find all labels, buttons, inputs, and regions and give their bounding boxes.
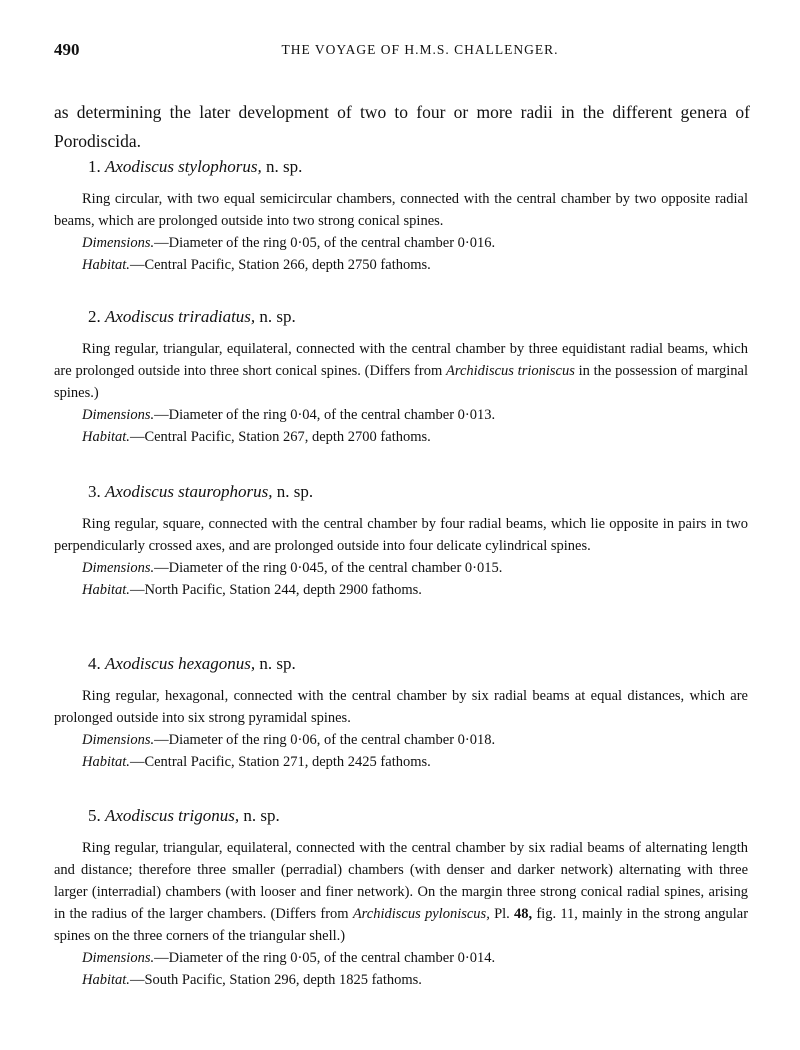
habitat-label: Habitat. — [82, 582, 130, 598]
species-number: 4. — [88, 654, 101, 673]
species-name: Axodiscus hexagonus, — [105, 654, 256, 673]
dimensions-label: Dimensions. — [82, 407, 155, 423]
species-suffix: n. sp. — [266, 157, 303, 176]
species-dimensions — [82, 729, 748, 751]
species-dimensions — [82, 557, 748, 579]
species-number: 2. — [88, 307, 101, 326]
dimensions-value: —Diameter of the ring 0·06, of the central chamber 0·018. — [154, 732, 496, 748]
habitat-label: Habitat. — [82, 257, 130, 273]
species-dimensions — [82, 947, 748, 969]
species-suffix: n. sp. — [243, 806, 280, 825]
species-number: 3. — [88, 482, 101, 501]
species-suffix: n. sp. — [276, 482, 314, 501]
note-close: fig. 11, mainly in the strong angular spines on the three corners of the triangular shell.) — [54, 906, 749, 944]
dimensions-label: Dimensions. — [82, 950, 155, 966]
species-suffix: n. sp. — [259, 307, 296, 326]
description-text: Ring regular, triangular, equilateral, connected with the central chamber by six radial beams of alternating length and distance; therefore three smaller (perradial) chambers (with denser and darker network) alternating with three larger (interradial) chambers (with looser and finer network). On the margin three strong conical radial spines, arising in the radius of the larger chambers. — [54, 840, 748, 922]
species-habitat — [82, 254, 748, 276]
species-title — [88, 480, 748, 504]
species-name: Axodiscus triradiatus, — [105, 307, 256, 326]
habitat-value: —North Pacific, Station 244, depth 2900 fathoms. — [129, 582, 422, 598]
species-habitat — [82, 426, 748, 448]
species-description — [54, 338, 748, 404]
dimensions-value: —Diameter of the ring 0·05, of the central chamber 0·016. — [154, 235, 496, 251]
species-name: Axodiscus trigonus, — [105, 806, 240, 825]
habitat-value: —Central Pacific, Station 271, depth 2425 fathoms. — [129, 754, 431, 770]
note-open: (Differs from — [364, 363, 443, 379]
species-dimensions — [82, 232, 748, 254]
dimensions-value: —Diameter of the ring 0·05, of the central chamber 0·014. — [154, 950, 496, 966]
species-name: Axodiscus stylophorus, — [105, 157, 262, 176]
dimensions-value: —Diameter of the ring 0·045, of the central chamber 0·015. — [154, 560, 503, 576]
dimensions-label: Dimensions. — [82, 560, 155, 576]
intro-paragraph: as determining the later development of two to four or more radii in the different genera of Porodiscida. — [54, 101, 750, 151]
species-habitat — [82, 751, 748, 773]
page-number: 490 — [54, 40, 80, 59]
species-habitat — [82, 579, 748, 601]
species-number: 5. — [88, 806, 101, 825]
species-entry-5 — [54, 804, 748, 991]
note-reference: Archidiscus trioniscus — [445, 363, 575, 379]
species-title — [88, 804, 748, 828]
note-reference: Archidiscus pyloniscus, — [352, 906, 490, 922]
running-head — [54, 38, 746, 62]
dimensions-label: Dimensions. — [82, 732, 155, 748]
habitat-label: Habitat. — [82, 429, 130, 445]
habitat-value: —South Pacific, Station 296, depth 1825 fathoms. — [129, 972, 422, 988]
habitat-value: —Central Pacific, Station 267, depth 2700 fathoms. — [129, 429, 431, 445]
habitat-label: Habitat. — [82, 754, 130, 770]
species-entry-4 — [54, 652, 748, 773]
species-entry-3 — [54, 480, 748, 601]
dimensions-value: —Diameter of the ring 0·04, of the central chamber 0·013. — [154, 407, 496, 423]
species-entry-2 — [54, 305, 748, 448]
habitat-value: —Central Pacific, Station 266, depth 2750 fathoms. — [129, 257, 431, 273]
habitat-label: Habitat. — [82, 972, 130, 988]
description-text: Ring regular, triangular, equilateral, connected with the central chamber by three equidistant radial beams, which are prolonged outside into three short conical spines. — [54, 341, 748, 379]
dimensions-label: Dimensions. — [82, 235, 155, 251]
species-title — [88, 305, 748, 329]
species-description: Ring regular, hexagonal, connected with the central chamber by six radial beams at equal distances, which are prolonged outside into six strong pyramidal spines. — [54, 688, 748, 726]
note-plate: Pl. — [494, 906, 510, 922]
species-entry-1 — [54, 155, 748, 276]
species-title — [88, 652, 748, 676]
species-dimensions — [82, 404, 748, 426]
species-name: Axodiscus staurophorus, — [105, 482, 273, 501]
species-description — [54, 837, 748, 947]
species-suffix: n. sp. — [259, 654, 296, 673]
note-open: (Differs from — [270, 906, 349, 922]
note-plate-number: 48, — [514, 906, 533, 922]
running-title: THE VOYAGE OF H.M.S. CHALLENGER. — [281, 42, 559, 57]
species-habitat — [82, 969, 748, 991]
species-description: Ring regular, square, connected with the central chamber by four radial beams, which lie opposite in pairs in two perpendicularly crossed axes, and are prolonged outside into four delicate cylindrical spines. — [54, 516, 748, 554]
species-title — [88, 155, 748, 179]
note-close: in the possession of marginal spines.) — [54, 363, 749, 401]
species-number: 1. — [88, 157, 101, 176]
species-description: Ring circular, with two equal semicircular chambers, connected with the central chamber by two opposite radial beams, which are prolonged outside into two strong conical spines. — [54, 191, 748, 229]
